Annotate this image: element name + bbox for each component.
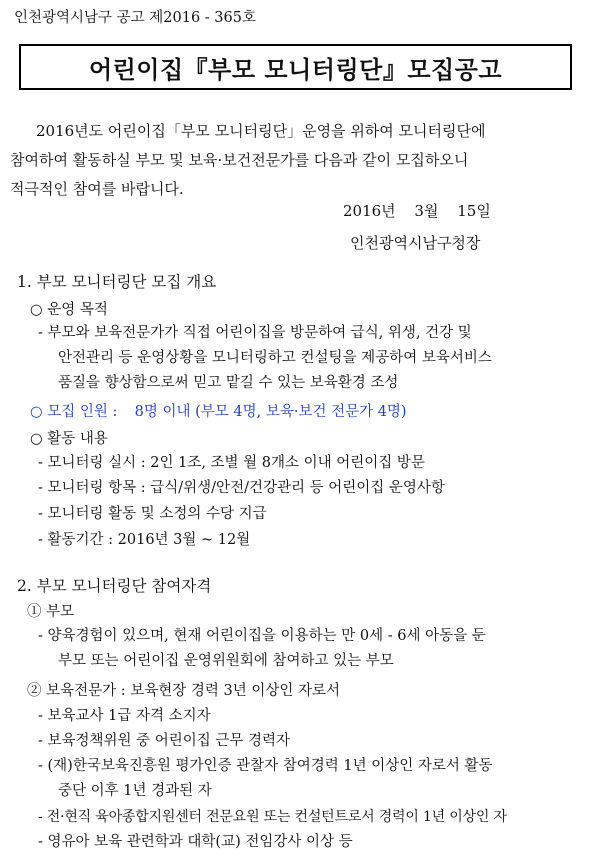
expert-item: - 보육교사 1급 자격 소지자	[38, 708, 211, 724]
recruit-value: 8명 이내 (부모 4명, 보육·보건 전문가 4명)	[134, 404, 407, 420]
activity-label: ○ 활동 내용	[30, 431, 108, 447]
parent-line-1: - 양육경험이 있으며, 현재 어린이집을 이용하는 만 0세 - 6세 아동을 둔	[38, 628, 486, 644]
recruit-info	[30, 400, 407, 421]
activity-item: - 모니터링 활동 및 소정의 수당 지급	[38, 506, 267, 522]
parent-line-2: 부모 또는 어린이집 운영위원회에 참여하고 있는 부모	[58, 653, 394, 669]
recruit-label: ○ 모집 인원 :	[30, 404, 118, 420]
intro-paragraph	[10, 117, 573, 204]
activity-item: - 모니터링 실시 : 2인 1조, 조별 월 8개소 이내 어린이집 방문	[38, 455, 425, 471]
activity-item: - 모니터링 항목 : 급식/위생/안전/건강관리 등 어린이집 운영사항	[38, 480, 445, 496]
intro-line-2: 참여하여 활동하실 부모 및 보육·보건전문가를 다음과 같이 모집하오니	[10, 151, 469, 169]
page-title: 어린이집『부모 모니터링단』모집공고	[88, 55, 503, 84]
expert-item: - (재)한국보육진흥원 평가인증 관찰자 참여경력 1년 이상인 자로서 활동	[38, 758, 493, 774]
notice-number: 인천광역시남구 공고 제2016 - 365호	[14, 10, 256, 26]
intro-line-3: 적극적인 참여를 바랍니다.	[10, 180, 184, 198]
expert-label: ② 보육전문가 : 보육현장 경력 3년 이상인 자로서	[27, 683, 340, 699]
parent-label: ① 부모	[27, 604, 75, 620]
expert-item: - 전·현직 육아종합지원센터 전문요원 또는 컨설턴트로서 경력이 1년 이상인 자	[38, 809, 507, 825]
purpose-line-3: 품질을 향상함으로써 믿고 맡길 수 있는 보육환경 조성	[58, 375, 399, 391]
notice-date: 2016년 3월 15일	[343, 202, 491, 220]
purpose-line-2: 안전관리 등 운영상황을 모니터링하고 컨설팅을 제공하여 보육서비스	[58, 350, 492, 366]
issuer: 인천광역시남구청장	[350, 234, 481, 252]
purpose-line-1: - 부모와 보육전문가가 직접 어린이집을 방문하여 급식, 위생, 건강 및	[38, 325, 472, 341]
expert-item: - 영유아 보육 관련학과 대학(교) 전임강사 이상 등	[38, 834, 353, 850]
section1-title: 1. 부모 모니터링단 모집 개요	[17, 273, 217, 291]
purpose-label: ○ 운영 목적	[30, 302, 108, 318]
expert-item: - 보육정책위원 중 어린이집 근무 경력자	[38, 733, 291, 749]
title-box	[19, 44, 572, 90]
expert-item-continuation: 중단 이후 1년 경과된 자	[58, 783, 212, 799]
section2-title: 2. 부모 모니터링단 참여자격	[17, 577, 212, 595]
activity-item: - 활동기간 : 2016년 3월 ~ 12월	[38, 532, 251, 548]
intro-line-1: 2016년도 어린이집「부모 모니터링단」운영을 위하여 모니터링단에	[36, 122, 486, 140]
